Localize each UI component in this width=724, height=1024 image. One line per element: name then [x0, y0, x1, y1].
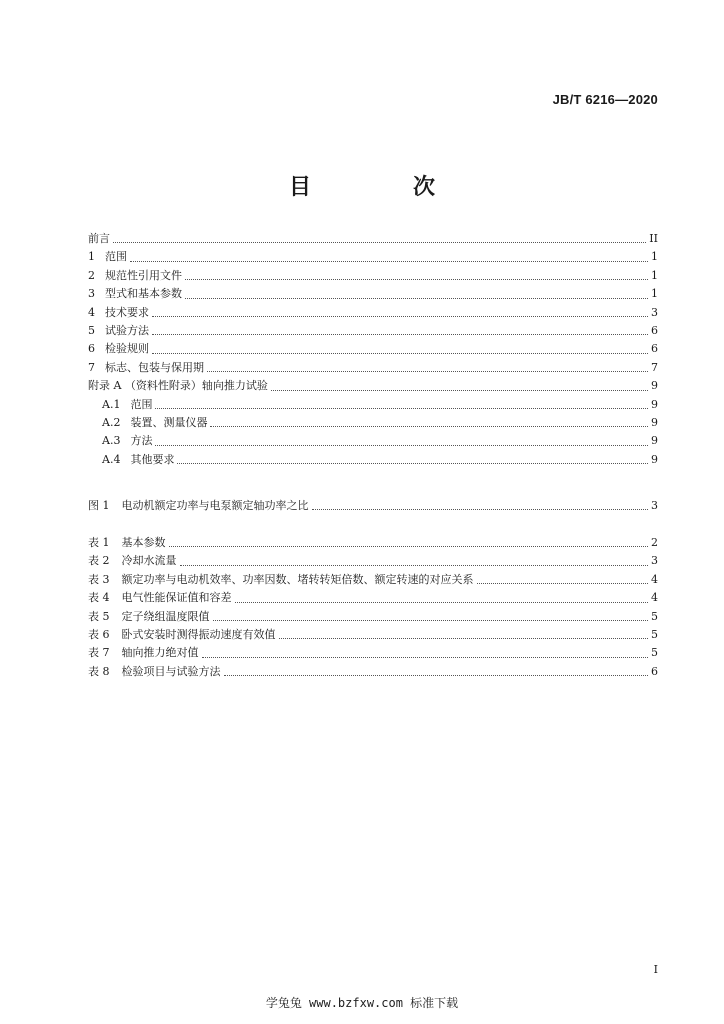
toc-leader-dots [210, 425, 648, 427]
toc-leader-dots [113, 241, 646, 243]
toc-entry[interactable] [88, 267, 658, 285]
toc-leader-dots [312, 508, 649, 510]
toc-entry[interactable] [88, 589, 658, 607]
toc-entry[interactable] [88, 534, 658, 552]
toc-entry[interactable] [88, 285, 658, 303]
toc-entry[interactable] [88, 571, 658, 589]
toc-entry-label: 范围 [105, 250, 127, 264]
toc-leader-dots [185, 278, 648, 280]
toc-entry[interactable] [88, 304, 658, 322]
toc-entry-number: 表 3 [88, 572, 110, 586]
toc-leader-dots [477, 582, 649, 584]
toc-leader-dots [180, 564, 649, 566]
toc-entry-page: 5 [651, 627, 658, 641]
toc-entry[interactable] [88, 663, 658, 681]
toc-leader-dots [235, 601, 649, 603]
toc-entry-number: 表 2 [88, 554, 110, 568]
toc-leader-dots [152, 333, 648, 335]
toc-leader-dots [207, 370, 648, 372]
toc-entry[interactable] [88, 377, 658, 395]
toc-entry-number: 表 6 [88, 627, 110, 641]
toc-entry-number: 图 1 [88, 499, 110, 512]
toc-entry-page: 2 [651, 536, 658, 549]
toc-entry-label: 技术要求 [105, 305, 149, 319]
toc-entry[interactable] [88, 432, 658, 450]
toc-entry-number: A.3 [102, 434, 121, 448]
toc-entry-page: 4 [651, 572, 658, 586]
toc-entry[interactable] [88, 359, 658, 377]
toc-entry-page: 6 [651, 664, 658, 678]
toc-entry-label: 试验方法 [105, 323, 149, 337]
toc-leader-dots [213, 619, 649, 621]
toc-entry-number: 表 5 [88, 609, 110, 623]
toc-entry-page: 6 [651, 342, 658, 356]
toc-figures-list [88, 497, 658, 515]
toc-entry-number: 1 [88, 250, 95, 264]
toc-entry-label: 型式和基本参数 [105, 287, 182, 301]
toc-entry-label: 规范性引用文件 [105, 268, 182, 282]
toc-entry-number: 表 8 [88, 664, 110, 678]
toc-entry[interactable] [88, 396, 658, 414]
toc-entry-page: 5 [651, 609, 658, 623]
toc-entry[interactable] [88, 414, 658, 432]
toc-leader-dots [130, 260, 648, 262]
toc-entry-page: 1 [651, 287, 658, 301]
toc-entry-page: 1 [651, 250, 658, 264]
toc-entry[interactable] [88, 608, 658, 626]
toc-leader-dots [155, 444, 648, 446]
toc-entry-label: 电气性能保证值和容差 [121, 591, 232, 605]
toc-entry-number: 2 [88, 268, 95, 282]
toc-entry-label: 前言 [88, 232, 110, 245]
toc-entry-number: 表 7 [88, 646, 110, 660]
toc-entry-number: 6 [88, 342, 95, 356]
toc-entry-page: 4 [651, 591, 658, 605]
toc-leader-dots [185, 297, 648, 299]
toc-tables-list [88, 534, 658, 681]
toc-entry-page: 3 [651, 554, 658, 568]
toc-entry-label: 范围 [130, 397, 153, 411]
toc-leader-dots [177, 462, 648, 464]
toc-entry-number: 表 1 [88, 536, 110, 549]
toc-leader-dots [169, 545, 649, 547]
toc-entry-page: 3 [651, 499, 658, 512]
toc-entry-label: 检验规则 [105, 342, 149, 356]
toc-entry-page: 1 [651, 268, 658, 282]
toc-entry[interactable] [88, 230, 658, 248]
toc-entry-number: 4 [88, 305, 95, 319]
toc-entry-number: 表 4 [88, 591, 110, 605]
toc-entry-page: 7 [651, 360, 658, 374]
toc-entry[interactable] [88, 552, 658, 570]
footer-watermark-text: 学兔兔 www.bzfxw.com 标准下载 [265, 996, 459, 1010]
toc-entry-page: 5 [651, 646, 658, 660]
toc-entry-label: 额定功率与电动机效率、功率因数、堵转转矩倍数、额定转速的对应关系 [121, 572, 474, 586]
toc-entry[interactable] [88, 322, 658, 340]
toc-entry-label: 电动机额定功率与电泵额定轴功率之比 [121, 499, 309, 512]
toc-entry[interactable] [88, 644, 658, 662]
toc-leader-dots [271, 389, 648, 391]
toc-entry-page: 3 [651, 305, 658, 319]
toc-entry[interactable] [88, 340, 658, 358]
toc-leader-dots [155, 407, 648, 409]
toc-entry-number: A.1 [102, 397, 121, 411]
page-title: 目 次 [288, 174, 475, 200]
toc-entry-number: 5 [88, 323, 95, 337]
toc-entry-page: 9 [651, 415, 658, 429]
toc-entry-number: 7 [88, 360, 95, 374]
toc-entry-page: 9 [651, 397, 658, 411]
toc-entry-label: 其他要求 [130, 452, 175, 466]
toc-leader-dots [202, 656, 649, 658]
toc-leader-dots [152, 352, 648, 354]
toc-entry-page: 6 [651, 323, 658, 337]
toc-entry-label: 装置、测量仪器 [130, 415, 208, 429]
toc-entry-label: 方法 [130, 434, 153, 448]
toc-entry[interactable] [88, 497, 658, 515]
toc-entry-page: 9 [651, 379, 658, 393]
toc-entry-number: 3 [88, 287, 95, 301]
toc-leader-dots [224, 674, 649, 676]
toc-leader-dots [152, 315, 648, 317]
page-number: I [653, 963, 658, 976]
toc-entry-label: 基本参数 [121, 536, 166, 549]
toc-entry[interactable] [88, 626, 658, 644]
toc-entry-page: 9 [651, 452, 658, 466]
toc-entry-label: 附录 A （资料性附录）轴向推力试验 [88, 379, 268, 393]
toc-entry-number: A.2 [102, 415, 121, 429]
toc-entry-number: A.4 [102, 452, 121, 466]
toc-clauses-list [88, 230, 658, 469]
toc-entry-label: 轴向推力绝对值 [121, 646, 199, 660]
toc-entry-page: II [649, 232, 658, 245]
toc-entry-label: 卧式安装时测得振动速度有效值 [121, 627, 276, 641]
toc-entry-label: 标志、包装与保用期 [105, 360, 204, 374]
toc-leader-dots [279, 637, 649, 639]
toc-entry[interactable] [88, 248, 658, 266]
toc-entry[interactable] [88, 451, 658, 469]
toc-entry-label: 冷却水流量 [121, 554, 177, 568]
toc-entry-label: 检验项目与试验方法 [121, 664, 221, 678]
toc-entry-page: 9 [651, 434, 658, 448]
standard-code: JB/T 6216—2020 [552, 92, 658, 107]
toc-entry-label: 定子绕组温度限值 [121, 609, 210, 623]
